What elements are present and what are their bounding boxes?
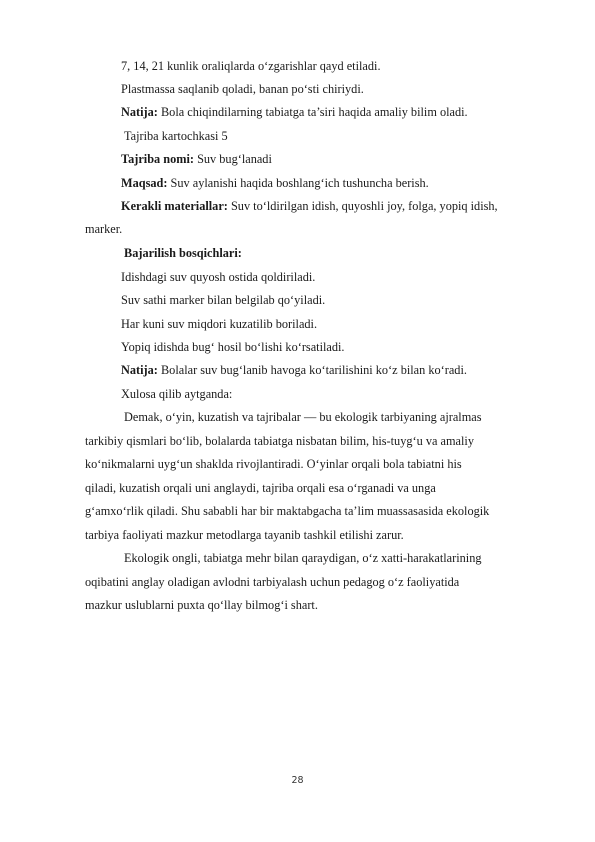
result-label: Natija: bbox=[121, 363, 158, 377]
result-line bbox=[121, 105, 468, 119]
paragraph-line: tarkibiy qismlari bo‘lib, bolalarda tabiatga nisbatan bilim, his-tuyg‘u va amaliy bbox=[85, 434, 474, 448]
result-text: Bola chiqindilarning tabiatga ta’siri haqida amaliy bilim oladi. bbox=[157, 105, 468, 119]
paragraph-line: ko‘nikmalarni uyg‘un shaklda rivojlantiradi. O‘yinlar orqali bola tabiatni his bbox=[85, 457, 462, 471]
result-line bbox=[121, 363, 467, 377]
paragraph-line: Demak, o‘yin, kuzatish va tajribalar — bu ekologik tarbiyaning ajralmas bbox=[124, 410, 482, 424]
paragraph-line: qiladi, kuzatish orqali uni anglaydi, tajriba orqali esa o‘rganadi va unga bbox=[85, 481, 436, 495]
experiment-name-line bbox=[121, 152, 272, 166]
step-item: Yopiq idishda bug‘ hosil bo‘lishi ko‘rsatiladi. bbox=[121, 340, 345, 354]
experiment-name-label: Tajriba nomi: bbox=[121, 152, 194, 166]
card-heading: Tajriba kartochkasi 5 bbox=[124, 129, 228, 143]
step-item: Idishdagi suv quyosh ostida qoldiriladi. bbox=[121, 270, 316, 284]
conclusion-heading: Xulosa qilib aytganda: bbox=[121, 387, 233, 401]
page-number: 28 bbox=[291, 775, 304, 786]
paragraph-line: mazkur uslublarni puxta qo‘llay bilmog‘i shart. bbox=[85, 598, 318, 612]
text-line: 7, 14, 21 kunlik oraliqlarda o‘zgarishlar qayd etiladi. bbox=[121, 59, 381, 73]
text-line: Plastmassa saqlanib qoladi, banan po‘sti chiriydi. bbox=[121, 82, 364, 96]
paragraph-line: g‘amxo‘rlik qiladi. Shu sababli har bir maktabgacha ta’lim muassasasida ekologik bbox=[85, 504, 490, 518]
goal-line bbox=[121, 176, 429, 190]
materials-label: Kerakli materiallar: bbox=[121, 199, 228, 213]
text-line: marker. bbox=[85, 222, 123, 236]
paragraph-line: oqibatini anglay oladigan avlodni tarbiyalash uchun pedagog o‘z faoliyatida bbox=[85, 575, 460, 589]
step-item: Har kuni suv miqdori kuzatilib boriladi. bbox=[121, 317, 318, 331]
result-text: Bolalar suv bug‘lanib havoga ko‘tarilishini ko‘z bilan ko‘radi. bbox=[157, 363, 467, 377]
materials-text: Suv to‘ldirilgan idish, quyoshli joy, folga, yopiq idish, bbox=[227, 199, 498, 213]
goal-label: Maqsad: bbox=[121, 176, 168, 190]
step-item: Suv sathi marker bilan belgilab qo‘yiladi. bbox=[121, 293, 326, 307]
materials-line bbox=[121, 199, 498, 213]
goal-text: Suv aylanishi haqida boshlang‘ich tushuncha berish. bbox=[167, 176, 429, 190]
paragraph-line: Ekologik ongli, tabiatga mehr bilan qaraydigan, o‘z xatti-harakatlarining bbox=[124, 551, 482, 565]
paragraph-line: tarbiya faoliyati mazkur metodlarga tayanib tashkil etilishi zarur. bbox=[85, 528, 404, 542]
result-label: Natija: bbox=[121, 105, 158, 119]
experiment-name-text: Suv bug‘lanadi bbox=[194, 152, 272, 166]
steps-heading: Bajarilish bosqichlari: bbox=[124, 246, 242, 260]
